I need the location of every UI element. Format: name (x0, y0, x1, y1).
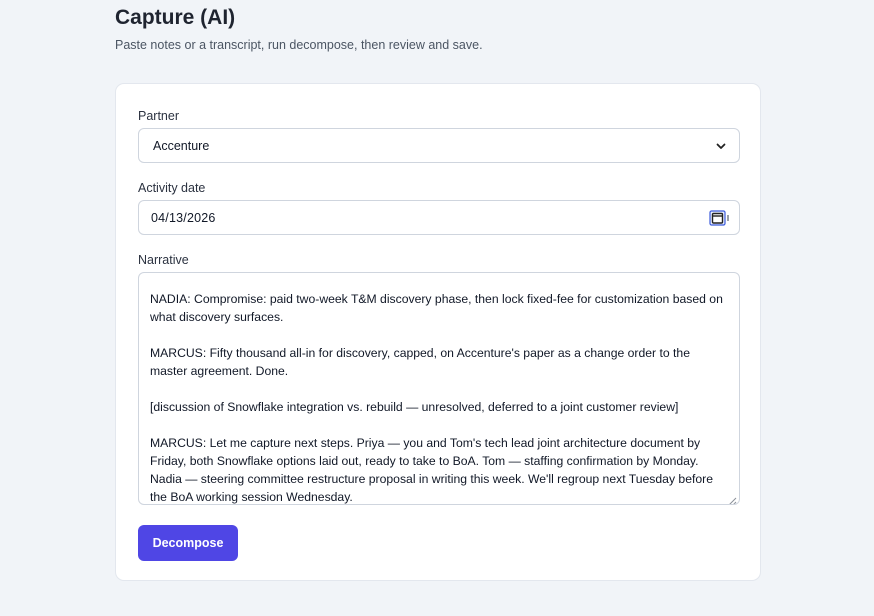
narrative-paragraph: [discussion of Snowflake integration vs. rebuild — unresolved, deferred to a joint customer review] (150, 400, 679, 414)
narrative-label: Narrative (138, 253, 189, 267)
narrative-paragraph: MARCUS: Fifty thousand all-in for discovery, capped, on Accenture's paper as a change order to the master agreement. Done. (150, 346, 690, 378)
calendar-icon[interactable] (709, 209, 731, 227)
activity-date-input[interactable] (138, 200, 740, 235)
page-title: Capture (AI) (115, 6, 236, 29)
decompose-button[interactable]: Decompose (138, 525, 238, 561)
narrative-text (150, 290, 727, 505)
page-subtitle: Paste notes or a transcript, run decompose, then review and save. (115, 38, 483, 52)
narrative-textarea[interactable] (138, 272, 740, 505)
narrative-paragraph: NADIA: Compromise: paid two-week T&M discovery phase, then lock fixed-fee for customization based on what discovery surfaces. (150, 292, 723, 324)
chevron-down-icon (715, 140, 727, 152)
activity-date-value: 04/13/2026 (151, 210, 216, 225)
narrative-paragraph: MARCUS: Let me capture next steps. Priya — you and Tom's tech lead joint architecture document by Friday, both Snowflake options laid out, ready to take to BoA. Tom — staffing confirmation by Monday. Nadia — steering committee restructure proposal in writing this week. We'll regroup next Tuesday before the BoA working session Wednesday. (150, 436, 713, 504)
partner-select-value: Accenture (153, 138, 210, 153)
activity-date-label: Activity date (138, 181, 206, 195)
partner-select[interactable] (138, 128, 740, 163)
resize-grip-icon[interactable] (728, 493, 737, 502)
capture-form-card (115, 83, 761, 581)
partner-label: Partner (138, 109, 179, 123)
